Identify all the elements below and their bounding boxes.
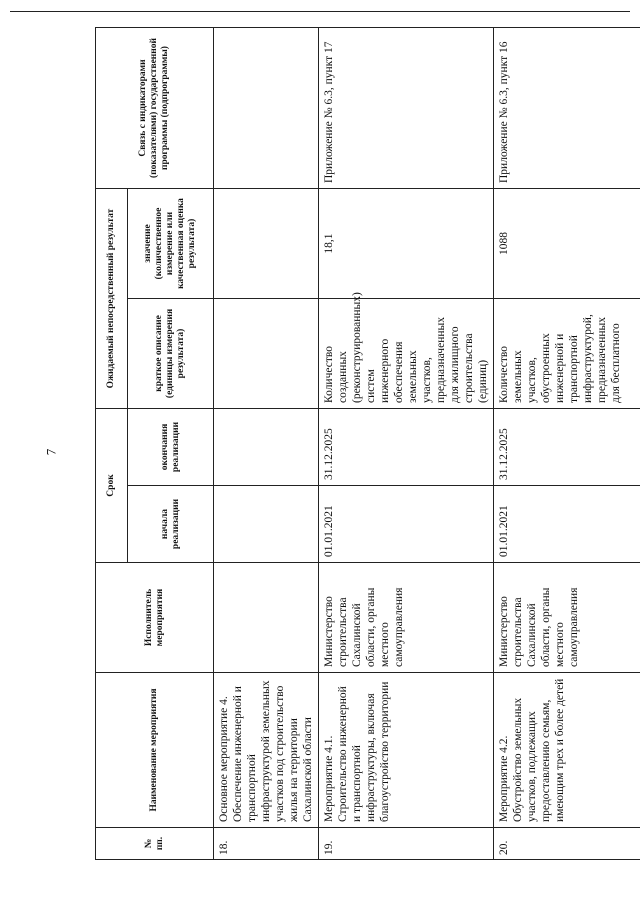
row-executor: Министерство строительства Сахалинской области, органы местного самоуправления xyxy=(319,563,494,673)
row-num: 20. xyxy=(494,828,640,860)
header-result-value: значение (количественное измерение или качественная оценка результата) xyxy=(128,189,214,299)
row-start xyxy=(214,486,319,563)
row-end: 31.12.2025 xyxy=(319,409,494,486)
row-num: 19. xyxy=(319,828,494,860)
row-num: 18. xyxy=(214,828,319,860)
page-number: 7 xyxy=(43,448,59,456)
table-row xyxy=(494,28,640,860)
row-end: 31.12.2025 xyxy=(494,409,640,486)
rotated-table-wrapper xyxy=(95,28,623,860)
header-name: Наименование мероприятия xyxy=(96,673,214,828)
row-link: Приложение № 6.3, пункт 16 xyxy=(494,28,640,189)
row-start: 01.01.2021 xyxy=(319,486,494,563)
row-link: Приложение № 6.3, пункт 17 xyxy=(319,28,494,189)
header-result-desc: краткое описание (единицы измерения результата) xyxy=(128,299,214,409)
header-term-end: окончания реализации xyxy=(128,409,214,486)
header-term-start: начала реализации xyxy=(128,486,214,563)
row-desc xyxy=(214,299,319,409)
top-rule xyxy=(10,11,630,12)
row-value: 1088 xyxy=(494,189,640,299)
activities-table xyxy=(95,27,640,860)
header-row-1 xyxy=(96,28,128,860)
header-num: № пп. xyxy=(96,828,214,860)
row-link xyxy=(214,28,319,189)
header-link: Связь с индикаторами (показателями) государственной программы (подпрограммы) xyxy=(96,28,214,189)
row-name: Мероприятие 4.1. Строительство инженерной и транспортной инфраструктуры, включая благоустройство территории xyxy=(319,673,494,828)
row-end xyxy=(214,409,319,486)
header-executor: Исполнитель мероприятия xyxy=(96,563,214,673)
row-name: Мероприятие 4.2. Обустройство земельных участков, подлежащих предоставлению семьям, имеющим трех и более детей xyxy=(494,673,640,828)
row-name: Основное мероприятие 4. Обеспечение инженерной и транспортной инфраструктурой земельных участков под строительство жилья на территории Сахалинской области xyxy=(214,673,319,828)
row-desc: Количество созданных (реконструированных) систем инженерного обеспечения земельных участков, предназначенных для жилищного строительства (единиц) xyxy=(319,299,494,409)
row-desc: Количество земельных участков, обустроенных инженерной и транспортной инфраструктурой, предназначенных для бесплатного xyxy=(494,299,640,409)
table-row xyxy=(319,28,494,860)
row-executor: Министерство строительства Сахалинской области, органы местного самоуправления xyxy=(494,563,640,673)
row-value xyxy=(214,189,319,299)
table-row xyxy=(214,28,319,860)
row-value: 18,1 xyxy=(319,189,494,299)
header-result: Ожидаемый непосредственный результат xyxy=(96,189,128,409)
row-executor xyxy=(214,563,319,673)
row-start: 01.01.2021 xyxy=(494,486,640,563)
header-term: Срок xyxy=(96,409,128,563)
